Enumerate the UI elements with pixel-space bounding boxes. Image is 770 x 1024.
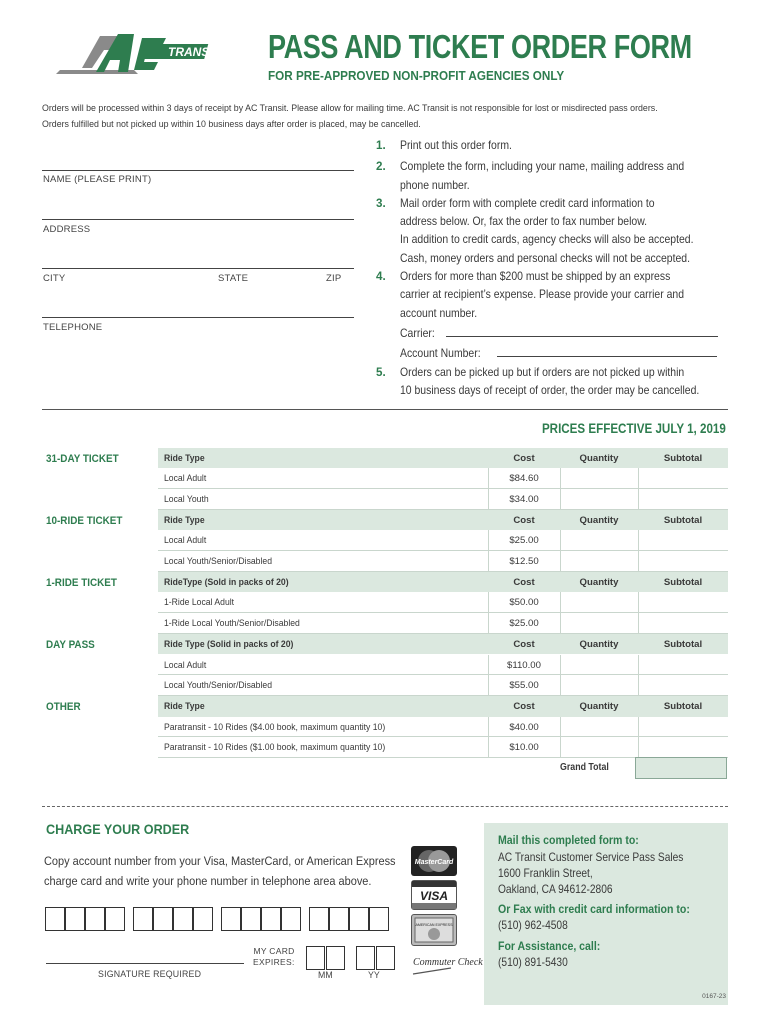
cost-header: Cost [513,700,535,712]
account-number-label: Account Number: [400,347,481,361]
instruction-line: Mail order form with complete credit card information to [400,196,655,210]
mastercard-logo [411,846,457,876]
table-row [158,737,728,758]
instruction-line: Orders can be picked up but if orders are not picked up within [400,365,685,379]
mastercard-text: MasterCard [414,859,454,866]
instruction-number: 2. [376,160,386,174]
subtotal-header: Subtotal [663,576,703,588]
instruction-number: 4. [376,270,386,284]
signature-label: SIGNATURE REQUIRED [98,969,202,979]
table-header-row [158,696,728,717]
table-row [158,655,728,676]
cost-value: $55.00 [509,680,539,692]
quantity-input[interactable] [560,655,638,675]
table-header-row [158,448,728,469]
instruction-line: phone number. [400,178,470,192]
cost-value: $84.60 [509,473,539,485]
quantity-header: Quantity [579,700,619,712]
year-label: YY [368,970,380,980]
subtotal-input[interactable] [638,592,728,612]
instruction-line: Cash, money orders and personal checks will not be accepted. [400,251,691,265]
card-digit-box[interactable] [281,907,301,931]
cost-value: $34.00 [509,493,539,505]
card-digit-box[interactable] [85,907,105,931]
quantity-header: Quantity [579,452,619,464]
name-label: NAME (PLEASE PRINT) [43,174,152,185]
prices-heading: PRICES EFFECTIVE JULY 1, 2019 [542,421,726,436]
instruction-line: In addition to credit cards, agency checks will also be accepted. [400,233,694,247]
quantity-header: Quantity [579,514,619,526]
ride-type: 1-Ride Local Adult [164,597,235,609]
page-subtitle: FOR PRE-APPROVED NON-PROFIT AGENCIES ONLY [268,68,565,83]
subtotal-header: Subtotal [663,452,703,464]
card-digit-box[interactable] [329,907,349,931]
ride-type: Local Youth [164,493,209,505]
subtotal-input[interactable] [638,468,728,488]
subtotal-header: Subtotal [663,700,703,712]
account-row [400,345,732,363]
quantity-input[interactable] [560,592,638,612]
quantity-input[interactable] [560,551,638,571]
ride-type-header: RideType (Sold in packs of 20) [164,576,289,588]
instruction-line: carrier at recipient’s expense. Please provide your carrier and [400,288,685,302]
table-row [158,468,728,489]
telephone-field[interactable] [42,317,354,318]
amex-text: AMERICAN EXPRESS [415,923,453,927]
ticket-category: OTHER [46,700,81,713]
expiry-month-box[interactable] [326,946,345,970]
quantity-header: Quantity [579,638,619,650]
ride-type: Local Youth/Senior/Disabled [164,680,273,692]
subtotal-input[interactable] [638,551,728,571]
expiry-year-box[interactable] [376,946,395,970]
instruction-line: 10 business days of receipt of order, the order may be cancelled. [400,383,700,397]
cost-value: $40.00 [509,721,539,733]
account-number-input[interactable] [497,356,717,357]
visa-text: VISA [419,889,449,903]
commuter-check-logo [411,952,483,980]
instruction-line: Complete the form, including your name, mailing address and [400,160,685,174]
table-row [158,592,728,613]
instruction-item [372,158,732,195]
subtotal-input[interactable] [638,530,728,550]
ticket-category: 10-RIDE TICKET [46,514,123,527]
table-header-row [158,510,728,531]
table-row [158,675,728,696]
instructions-list [372,137,732,400]
name-field[interactable] [42,170,354,171]
amex-logo [411,914,457,946]
ticket-category: 31-DAY TICKET [46,452,119,465]
ride-type: Local Adult [164,535,207,547]
telephone-label: TELEPHONE [43,322,103,333]
carrier-label: Carrier: [400,326,435,340]
ticket-category: 1-RIDE TICKET [46,576,117,589]
instruction-item [372,268,732,363]
table-header-row [158,572,728,593]
quantity-input[interactable] [560,530,638,550]
city-state-zip-field[interactable] [42,268,354,269]
visa-logo [411,880,457,910]
expires-line: EXPIRES: [253,957,295,967]
state-label: STATE [218,273,249,284]
card-digit-box[interactable] [153,907,173,931]
ride-type-header: Ride Type [164,452,205,464]
address-field[interactable] [42,219,354,220]
quantity-header: Quantity [579,576,619,588]
table-row [158,530,728,551]
cost-value: $110.00 [507,659,541,671]
mail-address-line: AC Transit Customer Service Pass Sales [498,851,684,864]
subtotal-input[interactable] [638,717,728,737]
intro-line-1: Orders will be processed within 3 days of receipt by AC Transit. Please allow for mailing time. AC Transit is not responsible for lost or misdirected pass orders. [42,103,658,114]
table-row [158,613,728,634]
month-label: MM [318,970,333,980]
instruction-line: Orders for more than $200 must be shipped by an express [400,270,671,284]
intro-text [42,101,686,133]
page-title: PASS AND TICKET ORDER FORM [268,28,692,65]
zip-label: ZIP [326,273,342,284]
card-digit-box[interactable] [221,907,241,931]
instruction-item [372,195,732,268]
mail-info-panel [484,823,728,1005]
intro-line-2: Orders fulfilled but not picked up within 10 business days after order is placed, may be cancelled. [42,119,421,130]
cost-header: Cost [513,638,535,650]
instruction-number: 3. [376,196,386,210]
carrier-input[interactable] [446,336,718,337]
card-digit-box[interactable] [309,907,329,931]
instruction-number: 1. [376,139,386,152]
expires-label [253,946,295,968]
card-digit-box[interactable] [193,907,213,931]
card-digit-box[interactable] [241,907,261,931]
carrier-row [400,325,732,343]
instruction-line: account number. [400,306,478,320]
instruction-line: address below. Or, fax the order to fax number below. [400,215,648,229]
quantity-input[interactable] [560,489,638,509]
card-digit-box[interactable] [133,907,153,931]
cost-value: $25.00 [509,618,539,630]
ac-transit-logo [42,30,220,80]
expiry-month-box[interactable] [306,946,325,970]
instruction-line: Print out this order form. [400,139,512,152]
city-label: CITY [43,273,66,284]
subtotal-input[interactable] [638,655,728,675]
subtotal-header: Subtotal [663,514,703,526]
cost-header: Cost [513,452,535,464]
grand-total-input[interactable] [635,757,727,779]
cost-header: Cost [513,576,535,588]
address-label: ADDRESS [43,224,91,235]
quantity-input[interactable] [560,675,638,695]
fax-number: (510) 962-4508 [498,919,568,932]
commuter-check-text: Commuter Check [413,957,483,968]
charge-order-text [44,852,396,891]
charge-order-title: CHARGE YOUR ORDER [46,821,190,837]
table-row [158,489,728,510]
card-digit-box[interactable] [45,907,65,931]
cost-header: Cost [513,514,535,526]
charge-text-line: charge card and write your phone number in telephone area above. [44,873,372,888]
instruction-item [372,137,732,155]
cost-value: $12.50 [509,556,539,567]
cost-value: $25.00 [509,535,539,547]
ride-type: Local Adult [164,473,207,485]
cost-value: $50.00 [509,597,539,609]
table-header-row [158,634,728,655]
subtotal-header: Subtotal [663,638,703,650]
cost-value: $10.00 [509,742,539,754]
assistance-phone: (510) 891-5430 [498,956,568,969]
mail-address-line: 1600 Franklin Street, [498,867,593,880]
assistance-heading: For Assistance, call: [498,939,601,953]
section-divider [42,409,728,410]
mail-address-line: Oakland, CA 94612-2806 [498,883,613,896]
quantity-input[interactable] [560,737,638,757]
card-digit-box[interactable] [173,907,193,931]
quantity-input[interactable] [560,468,638,488]
mail-heading: Mail this completed form to: [498,833,639,847]
ride-type-header: Ride Type (Solid in packs of 20) [164,638,294,650]
quantity-input[interactable] [560,717,638,737]
card-digit-box[interactable] [65,907,85,931]
subtotal-input[interactable] [638,737,728,757]
form-code: 0167-23 [702,993,726,1000]
card-digit-box[interactable] [369,907,389,931]
instruction-number: 5. [376,365,386,379]
signature-field[interactable] [46,963,244,964]
subtotal-input[interactable] [638,613,728,633]
subtotal-input[interactable] [638,675,728,695]
card-digit-box[interactable] [261,907,281,931]
logo-text: TRANSIT [168,45,220,59]
ride-type-header: Ride Type [164,514,205,526]
subtotal-input[interactable] [638,489,728,509]
ticket-category: DAY PASS [46,638,95,651]
ride-type-header: Ride Type [164,700,205,712]
card-digit-box[interactable] [349,907,369,931]
ride-type: 1-Ride Local Youth/Senior/Disabled [164,618,300,630]
card-digit-box[interactable] [105,907,125,931]
fax-heading: Or Fax with credit card information to: [498,902,690,916]
charge-text-line: Copy account number from your Visa, MasterCard, or American Express [44,854,396,868]
ride-type: Local Youth/Senior/Disabled [164,556,273,567]
ride-type: Local Adult [164,659,207,671]
expires-line: MY CARD [253,946,295,956]
ride-type: Paratransit - 10 Rides ($4.00 book, maximum quantity 10) [164,721,386,733]
ride-type: Paratransit - 10 Rides ($1.00 book, maximum quantity 10) [164,742,386,754]
grand-total-label: Grand Total [560,762,609,773]
expiry-year-box[interactable] [356,946,375,970]
table-row [158,551,728,572]
quantity-input[interactable] [560,613,638,633]
cut-line [42,806,728,807]
instruction-item [372,364,732,401]
table-row [158,717,728,738]
